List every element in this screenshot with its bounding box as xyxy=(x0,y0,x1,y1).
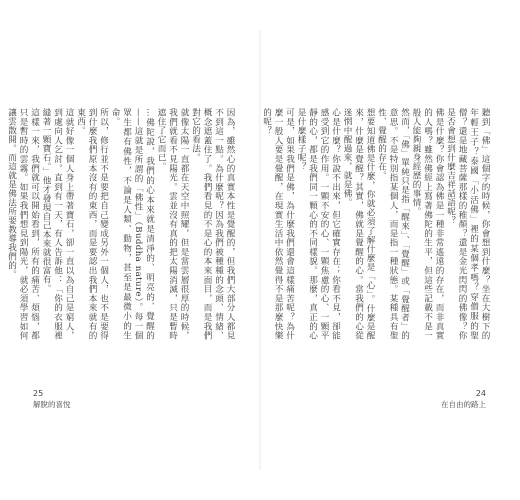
left-page-body-text: 因為，雖然心的真實本性是覺醒的，但我們大部分人都見不到這一點。為什麼呢？因為我們被種種的念頭、情緒、概念遮蓋住了。我們看見的不是心的本來面目，而是我們對它的看法。 就像太陽一直都在天空中照耀，但是當雲層很厚的時候，我們就看不見陽光。雲並沒有真的把太陽消滅，只是暫時遮住了它而已。 …佛陀說，我們的心本來就是清淨的、明亮的、覺醒的——這就是所謂的「佛性」（Buddha nature）。每一個眾生都有佛性，不論是人類、動物，甚至是最微小的生命。 所以，修行並不是要把自己變成另外一個人，也不是要得到什麼我們原本沒有的東西，而是要認出我們本來就有的東西。 這就好像一個人身上帶著寶石，卻一直以為自己是窮人，到處向人乞討。直到有一天，有人告訴他：「你的衣服裡縫著一顆寶石。」他才發現自己本來就很富有。 這樣一來，我們就可以開始看到，所有的痛苦、煩惱，都只是暫時的雲霧。如果我們想見到陽光，就必須學習如何讓雲散開。而這就是佛法所要教導我們的。 xyxy=(6,108,235,340)
page-number: 25 xyxy=(33,389,44,398)
right-page-body-text: 聽到「佛」這個字的時候，你會想到什麼？坐在大樹下的年輕王子？泰國「小活佛」裡的某個孝嗎？穿僧服的聖僧？還是地藏菩薩那樣的稚顏？還是金光閃閃的佛像？你是否會想到什麼吉祥話語呢？ 佛是什麼？你會認為佛是一種非常遙遠的存在，而非真實的人嗎？雖然佛經上寫著佛陀的生平，但這些記載不是一般人能夠親身經歷的事情。 然而，「佛」單純只是指「醒來」、「覺醒」或「覺醒者」的意思。不是特別指某個人，而是指一種狀態。某種具有聖性、覺醒的存在。 想要知道佛是什麼，你就必須了解什麼是「心」。什麼是醒來，什麼是覺醒？其實，佛就是覺醒的心。當我們的心從迷惘中醒過來，就是佛。 心是什麼？你說不出來，但它確實存在；你看不見，卻能感受到它的作用。一顆不安的心、一顆焦慮的心、一顆平靜的心，都是我們同一顆心的不同樣貌。那麼，真正的心是什麼樣子呢？ 可是，如果我們是佛，為什麼我們還會這樣痛苦呢？為什麼一般人要是覺醒，在現實生活中依然覺得不是那麼快樂的呢？ xyxy=(261,108,490,340)
right-page xyxy=(260,0,520,500)
running-head: 在自由的路上 xyxy=(441,400,486,409)
page-number: 24 xyxy=(475,389,486,398)
running-head: 解脫的喜悅 xyxy=(33,400,71,409)
left-page-folio xyxy=(33,388,71,410)
right-page-folio xyxy=(441,388,486,410)
